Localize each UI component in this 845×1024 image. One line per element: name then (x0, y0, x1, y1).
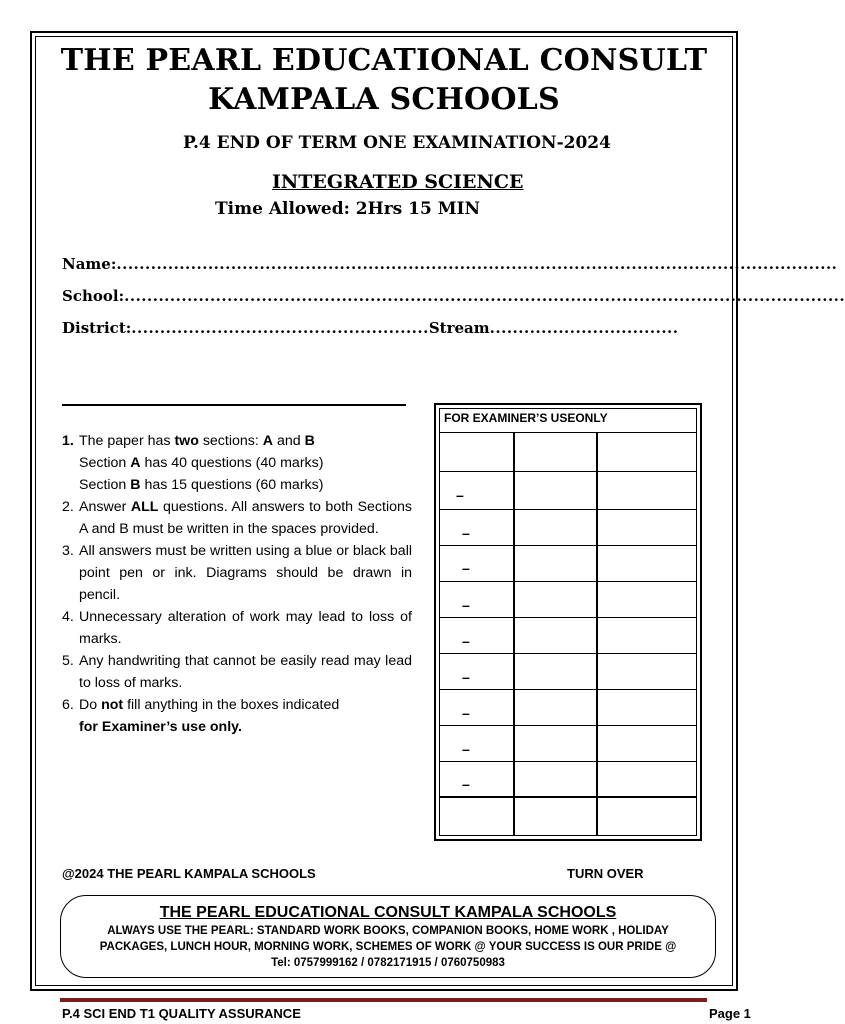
table-row-line (440, 581, 696, 582)
table-row-line (440, 509, 696, 510)
school-dots: .............................................................................................................................. (124, 287, 845, 305)
table-column-line (513, 433, 515, 835)
table-dash: – (462, 525, 470, 541)
document-code: P.4 SCI END T1 QUALITY ASSURANCE (62, 1006, 301, 1021)
table-dash: – (462, 776, 470, 792)
district-dots: .................................................... (131, 319, 429, 337)
instruction-1-section-a: Section A has 40 questions (40 marks) (79, 455, 324, 471)
advert-title: THE PEARL EDUCATIONAL CONSULT KAMPALA SCHOOLS (159, 904, 617, 921)
school-title-line2: KAMPALA SCHOOLS (208, 82, 560, 117)
table-column-line (596, 433, 598, 835)
copyright-text: @2024 THE PEARL KAMPALA SCHOOLS (62, 866, 316, 881)
stream-label: Stream (428, 319, 490, 337)
table-total-line (440, 796, 696, 798)
table-dash: – (462, 597, 470, 613)
divider-line (62, 404, 406, 406)
examiner-table-heading: FOR EXAMINER’S USEONLY (440, 409, 696, 433)
instruction-2: 2. Answer ALL questions. All answers to both Sections A and B must be written in the spaces provided. (62, 496, 412, 540)
instructions-list (62, 430, 412, 738)
table-row-line (440, 761, 696, 762)
advert-line-2: PACKAGES, LUNCH HOUR, MORNING WORK, SCHEMES OF WORK @ YOUR SUCCESS IS OUR PRIDE @ (99, 941, 677, 953)
table-dash: – (462, 560, 470, 576)
turn-over-text: TURN OVER (567, 866, 644, 881)
district-stream-field[interactable] (62, 319, 718, 337)
table-dash: – (462, 669, 470, 685)
examiner-use-table (434, 403, 702, 841)
table-row-line (440, 545, 696, 546)
examiner-table-inner (439, 408, 697, 836)
instruction-6: 6. Do not fill anything in the boxes indicated (62, 694, 412, 716)
instruction-5: 5. Any handwriting that cannot be easily read may lead to loss of marks. (62, 650, 412, 694)
name-field[interactable] (62, 255, 838, 273)
table-dash: – (462, 705, 470, 721)
instruction-6-continued: for Examiner’s use only. (79, 719, 242, 735)
name-label: Name: (62, 255, 117, 273)
table-dash: – (456, 487, 464, 503)
table-row-line (440, 689, 696, 690)
advert-phone: Tel: 0757999162 / 0782171915 / 0760750983 (271, 957, 505, 969)
school-label: School: (62, 287, 125, 305)
table-row-line (440, 617, 696, 618)
school-title-line1: THE PEARL EDUCATIONAL CONSULT (60, 43, 708, 78)
name-dots: .............................................................................................................................. (116, 255, 838, 273)
page-number: Page 1 (709, 1006, 751, 1021)
footer-bar (60, 998, 707, 1002)
stream-dots: ................................. (489, 319, 679, 337)
school-field[interactable] (62, 287, 845, 305)
instruction-number: 1. (62, 433, 74, 449)
subject-title: INTEGRATED SCIENCE (272, 171, 524, 193)
instruction-number: 3. (62, 543, 74, 559)
instruction-3: 3. All answers must be written using a blue or black ball point pen or ink. Diagrams should be drawn in pencil. (62, 540, 412, 606)
table-row-line (440, 653, 696, 654)
instruction-number: 5. (62, 653, 74, 669)
advert-box (60, 895, 716, 978)
table-dash: – (462, 633, 470, 649)
table-dash: – (462, 741, 470, 757)
instruction-number: 2. (62, 499, 74, 515)
instruction-number: 6. (62, 697, 74, 713)
advert-line-1: ALWAYS USE THE PEARL: STANDARD WORK BOOKS, COMPANION BOOKS, HOME WORK , HOLIDAY (107, 925, 669, 937)
instruction-4: 4. Unnecessary alteration of work may lead to loss of marks. (62, 606, 412, 650)
table-row-line (440, 725, 696, 726)
instruction-1-section-b: Section B has 15 questions (60 marks) (79, 477, 324, 493)
instruction-1: 1. The paper has two sections: A and B (62, 430, 412, 452)
district-label: District: (62, 319, 132, 337)
table-row-line (440, 471, 696, 472)
time-allowed: Time Allowed: 2Hrs 15 MIN (215, 199, 481, 219)
exam-title: P.4 END OF TERM ONE EXAMINATION-2024 (183, 133, 611, 153)
instruction-number: 4. (62, 609, 74, 625)
